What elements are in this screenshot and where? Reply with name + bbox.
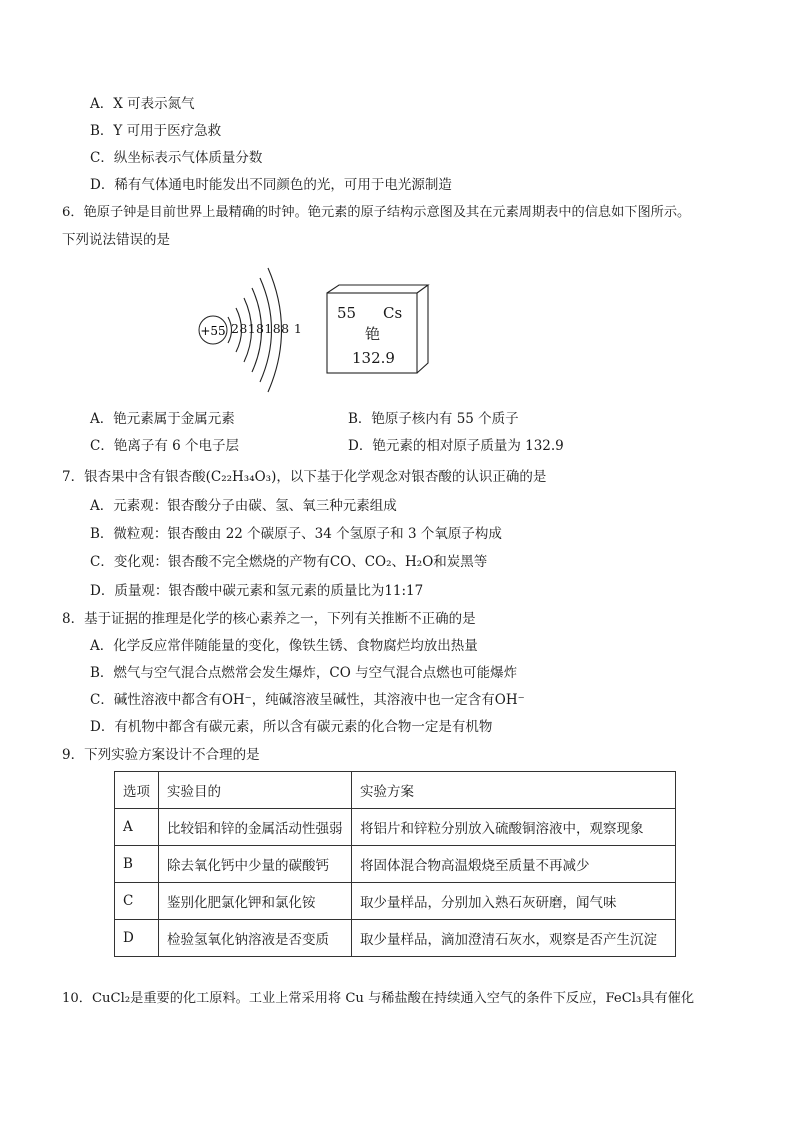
q5-option-a: A．X 可表示氮气 [90, 96, 195, 112]
q8-option-d: D．有机物中都含有碳元素，所以含有碳元素的化合物一定是有机物 [90, 719, 493, 735]
q7-formula: (C₂₂H₃₄O₃) [205, 469, 277, 485]
row-plan: 取少量样品，分别加入熟石灰研磨，闻气味 [352, 883, 676, 920]
q7-stem [62, 468, 546, 486]
q5-option-b: B．Y 可用于医疗急救 [90, 123, 222, 139]
q7-option-b: B．微粒观：银杏酸由 22 个碳原子、34 个氢原子和 3 个氧原子构成 [90, 526, 502, 542]
cesium-atom-diagram [195, 256, 315, 406]
row-option: C [115, 883, 159, 920]
atom-shell-electrons: 2818188 1 [231, 321, 303, 336]
header-plan: 实验方案 [352, 772, 676, 809]
cesium-periodic-cell [325, 283, 430, 375]
atomic-number: 55 [337, 304, 357, 322]
atom-nucleus-label: +55 [200, 324, 226, 338]
q7-option-d: D．质量观：银杏酸中碳元素和氢元素的质量比为11:17 [90, 583, 424, 599]
row-purpose: 鉴别化肥氯化钾和氯化铵 [159, 883, 352, 920]
table-header-row [115, 772, 676, 809]
q8-option-b: B．燃气与空气混合点燃常会发生爆炸，CO 与空气混合点燃也可能爆炸 [90, 665, 518, 681]
q7-stem-pre: 7．银杏果中含有银杏酸 [62, 469, 206, 485]
table-row [115, 883, 676, 920]
table-row [115, 809, 676, 846]
q7-option-c: C．变化观：银杏酸不完全燃烧的产物有CO、CO₂、H₂O和炭黑等 [90, 554, 488, 570]
q7-stem-post: ，以下基于化学观念对银杏酸的认识正确的是 [276, 469, 547, 485]
q6-stem-line1: 6．铯原子钟是目前世界上最精确的时钟。铯元素的原子结构示意图及其在元素周期表中的信息如下图所示。 [62, 205, 691, 220]
q8-stem: 8．基于证据的推理是化学的核心素养之一，下列有关推断不正确的是 [62, 611, 476, 627]
row-purpose: 除去氧化钙中少量的碳酸钙 [159, 846, 352, 883]
table-row [115, 920, 676, 957]
row-plan: 将固体混合物高温煅烧至质量不再减少 [352, 846, 676, 883]
row-plan: 将铝片和锌粒分别放入硫酸铜溶液中，观察现象 [352, 809, 676, 846]
row-plan: 取少量样品，滴加澄清石灰水，观察是否产生沉淀 [352, 920, 676, 957]
q10-stem: 10．CuCl₂是重要的化工原料。工业上常采用将 Cu 与稀盐酸在持续通入空气的条件下反应，FeCl₃具有催化 [62, 991, 695, 1006]
q6-option-d: D．铯元素的相对原子质量为 132.9 [348, 438, 564, 454]
element-symbol: Cs [383, 304, 403, 322]
row-option: D [115, 920, 159, 957]
q5-option-d: D．稀有气体通电时能发出不同颜色的光，可用于电光源制造 [90, 177, 452, 193]
atomic-mass: 132.9 [352, 349, 395, 367]
q6-option-b: B．铯原子核内有 55 个质子 [348, 411, 519, 427]
element-name: 铯 [365, 325, 381, 343]
row-purpose: 检验氢氧化钠溶液是否变质 [159, 920, 352, 957]
q6-stem-line2: 下列说法错误的是 [62, 232, 170, 248]
q7-option-a: A．元素观：银杏酸分子由碳、氢、氧三种元素组成 [90, 498, 397, 514]
q8-option-a: A．化学反应常伴随能量的变化，像铁生锈、食物腐烂均放出热量 [90, 638, 478, 654]
q5-option-c: C．纵坐标表示气体质量分数 [90, 150, 263, 166]
row-option: B [115, 846, 159, 883]
row-option: A [115, 809, 159, 846]
experiment-table [114, 771, 676, 957]
q8-option-c: C．碱性溶液中都含有OH⁻，纯碱溶液呈碱性，其溶液中也一定含有OH⁻ [90, 692, 525, 708]
header-option: 选项 [115, 772, 159, 809]
q6-option-c: C．铯离子有 6 个电子层 [90, 438, 240, 454]
q6-option-a: A．铯元素属于金属元素 [90, 411, 235, 427]
table-row [115, 846, 676, 883]
q9-stem: 9．下列实验方案设计不合理的是 [62, 747, 260, 763]
header-purpose: 实验目的 [159, 772, 352, 809]
row-purpose: 比较铝和锌的金属活动性强弱 [159, 809, 352, 846]
